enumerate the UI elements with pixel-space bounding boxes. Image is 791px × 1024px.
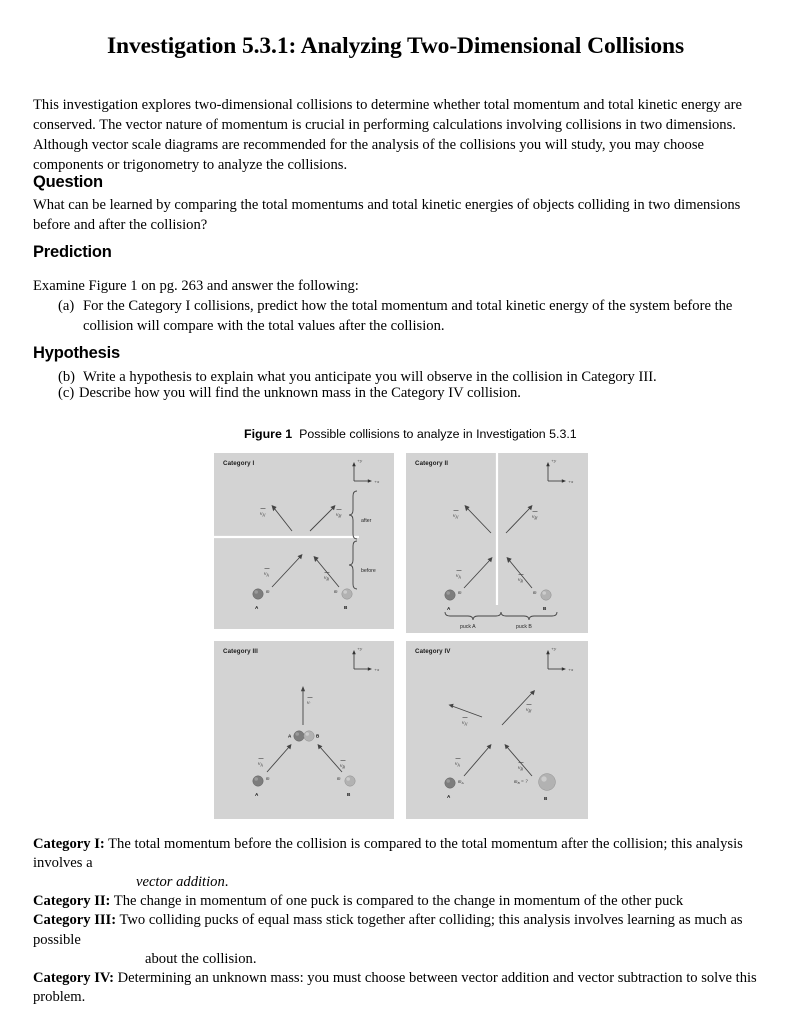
joined-pucks <box>288 731 320 741</box>
vector-a-after <box>449 704 483 727</box>
panel-category-3 <box>214 641 394 819</box>
axis-indicator <box>352 458 379 484</box>
section-heading-hypothesis: Hypothesis <box>33 344 120 362</box>
list-item <box>58 297 770 337</box>
puck-b-mass-label: $m_B$ = ? <box>514 780 528 786</box>
vector-b-after-label: $v_{B'}$ <box>526 707 532 714</box>
puck-a <box>253 589 270 610</box>
list-item-text-a: For the Category I collisions, predict how the total momentum and total kinetic energy of the system before the collision will compare with the total values after the collision. <box>83 298 733 334</box>
note-indent-italic-1: vector addition <box>136 874 225 891</box>
axis-label-x: +x <box>374 667 380 672</box>
vector-a-before <box>455 744 492 776</box>
puck-b-label: B <box>344 605 348 610</box>
figure-caption-label: Figure 1 <box>244 427 293 441</box>
vector-a-before-label: $v_A$ <box>455 761 460 768</box>
brace-label-puck-b: puck B <box>516 624 532 630</box>
puck-b <box>514 774 555 801</box>
panel-title-category-1: Category I <box>223 460 255 467</box>
page-title: Investigation 5.3.1: Analyzing Two-Dimensional Collisions <box>106 33 685 59</box>
note-category-1 <box>33 835 773 892</box>
vector-combined-label: $v'$ <box>307 700 311 707</box>
vector-b-after-label: $v_{B'}$ <box>336 512 342 519</box>
puck-a-mass-label: m <box>266 777 270 782</box>
vector-a-before-label: $v_A$ <box>264 571 269 578</box>
axis-label-x: +x <box>374 479 380 484</box>
puck-b-label: B <box>544 796 548 801</box>
vector-b-before <box>318 744 346 772</box>
panel-title-category-4: Category IV <box>415 648 451 655</box>
vector-a-before-label: $v_A$ <box>456 573 461 580</box>
prediction-lead: Examine Figure 1 on pg. 263 and answer the following: <box>33 278 359 294</box>
list-item-text-c: Describe how you will find the unknown mass in the Category IV collision. <box>79 385 521 401</box>
brace-puck-b <box>501 612 557 620</box>
category-4-diagram <box>406 641 588 819</box>
panel-category-4 <box>406 641 588 819</box>
panel-title-category-2: Category II <box>415 460 449 467</box>
puck-b-mass-label: m <box>337 777 341 782</box>
vector-combined-after <box>301 686 313 725</box>
vector-b-after <box>502 690 535 725</box>
joined-puck-a-label: A <box>288 733 292 739</box>
question-text: What can be learned by comparing the total momentums and total kinetic energies of objects colliding in two dimensions before and after the collision? <box>33 197 741 233</box>
puck-a-label: A <box>447 794 451 799</box>
list-item-marker-c: (c) <box>58 385 75 401</box>
vector-b-after <box>506 505 538 533</box>
axis-label-x: +x <box>568 667 574 672</box>
note-label-4: Category IV: <box>33 969 114 986</box>
figure-1 <box>214 453 588 819</box>
puck-a-label: A <box>447 606 451 611</box>
vector-a-before <box>258 744 292 772</box>
axis-label-x: +x <box>568 479 574 484</box>
figure-caption-text: Possible collisions to analyze in Investigation 5.3.1 <box>299 427 577 441</box>
axis-label-y: +y <box>551 458 557 463</box>
puck-a-mass-label: $m_A$ <box>458 780 464 786</box>
intro-paragraph: This investigation explores two-dimensional collisions to determine whether total momentum and total kinetic energy are conserved. The vector nature of momentum is crucial in performing calculations involving collisions in two dimensions. Although vector scale diagrams are recommended for the analysis of the collisions you will study, you may choose components or trigonometry to analyze the collisions. <box>33 97 742 173</box>
note-text-2: The change in momentum of one puck is compared to the change in momentum of the other puck <box>110 893 684 910</box>
brace-label-before: before <box>361 568 376 574</box>
vector-a-before-label: $v_A$ <box>258 761 263 768</box>
panel-category-2 <box>406 453 588 633</box>
list-item-marker-b: (b) <box>58 369 76 385</box>
vector-b-before-label: $v_B$ <box>518 577 523 584</box>
puck-b <box>533 590 551 611</box>
axis-label-y: +y <box>357 458 363 463</box>
vector-a-after-label: $v_{A'}$ <box>462 720 468 727</box>
vector-a-after-label: $v_{A'}$ <box>453 513 459 520</box>
vector-b-before-label: $v_B$ <box>340 763 345 770</box>
puck-b-label: B <box>347 792 351 797</box>
panel-category-1 <box>214 453 394 629</box>
note-label-3: Category III: <box>33 912 117 929</box>
puck-a-label: A <box>255 605 259 610</box>
puck-a <box>445 778 465 799</box>
note-label-1: Category I: <box>33 836 105 852</box>
vector-b-before <box>505 744 533 776</box>
vector-b-before <box>314 556 340 587</box>
vector-b-before-label: $v_B$ <box>324 575 329 582</box>
brace-label-after: after <box>361 518 372 524</box>
brace-before <box>349 541 357 589</box>
figure-caption <box>244 427 577 441</box>
puck-b-mass-label: m <box>334 590 338 595</box>
category-2-diagram <box>406 453 588 633</box>
puck-a-mass-label: m <box>266 590 270 595</box>
brace-after <box>349 491 357 539</box>
puck-b <box>337 776 355 797</box>
vector-a-after <box>453 505 491 533</box>
note-indent-1 <box>33 873 773 892</box>
vector-a-after <box>260 505 292 531</box>
section-heading-prediction: Prediction <box>33 243 112 261</box>
puck-b <box>334 589 352 610</box>
note-label-2: Category II: <box>33 893 111 910</box>
vector-a-before <box>264 554 303 587</box>
note-indent-tail-1: . <box>224 874 229 891</box>
puck-b-label: B <box>543 606 547 611</box>
puck-b-mass-label: m <box>533 591 537 596</box>
panel-title-category-3: Category III <box>223 648 258 655</box>
joined-puck-b-label: B <box>316 733 320 739</box>
axis-label-y: +y <box>551 646 557 651</box>
note-hang-3: about the collision. <box>145 950 257 967</box>
vector-b-after-label: $v_{B'}$ <box>532 514 538 521</box>
axis-indicator <box>546 458 573 484</box>
list-item <box>58 384 770 404</box>
puck-a-mass-label: m <box>458 591 462 596</box>
category-3-diagram <box>214 641 394 819</box>
note-text-1: The total momentum before the collision is compared to the total momentum after the collision; this analysis involves a <box>33 836 743 872</box>
list-item-marker-a: (a) <box>58 298 75 314</box>
brace-label-puck-a: puck A <box>460 624 476 630</box>
note-category-2 <box>33 892 773 911</box>
vector-b-before <box>507 557 533 588</box>
puck-a <box>445 590 462 611</box>
puck-a-label: A <box>255 792 259 797</box>
section-heading-question: Question <box>33 173 103 191</box>
category-1-diagram <box>214 453 394 629</box>
brace-puck-a <box>445 612 501 620</box>
vector-a-after-label: $v_{A'}$ <box>260 511 266 518</box>
axis-label-y: +y <box>357 646 363 651</box>
vector-a-before <box>456 557 493 588</box>
axis-indicator <box>352 646 379 672</box>
note-category-4 <box>33 969 773 1007</box>
vector-b-before-label: $v_B$ <box>518 765 523 772</box>
note-text-4: Determining an unknown mass: you must choose between vector addition and vector subtraction to solve this problem. <box>33 969 757 1005</box>
vector-b-after <box>310 505 342 531</box>
puck-a <box>253 776 270 797</box>
list-item-text-b: Write a hypothesis to explain what you anticipate you will observe in the collision in Category III. <box>83 369 657 385</box>
note-category-3 <box>33 911 773 968</box>
axis-indicator <box>546 646 573 672</box>
note-text-3: Two colliding pucks of equal mass stick together after colliding; this analysis involves learning as much as possible <box>33 912 743 948</box>
category-notes <box>33 835 773 1007</box>
